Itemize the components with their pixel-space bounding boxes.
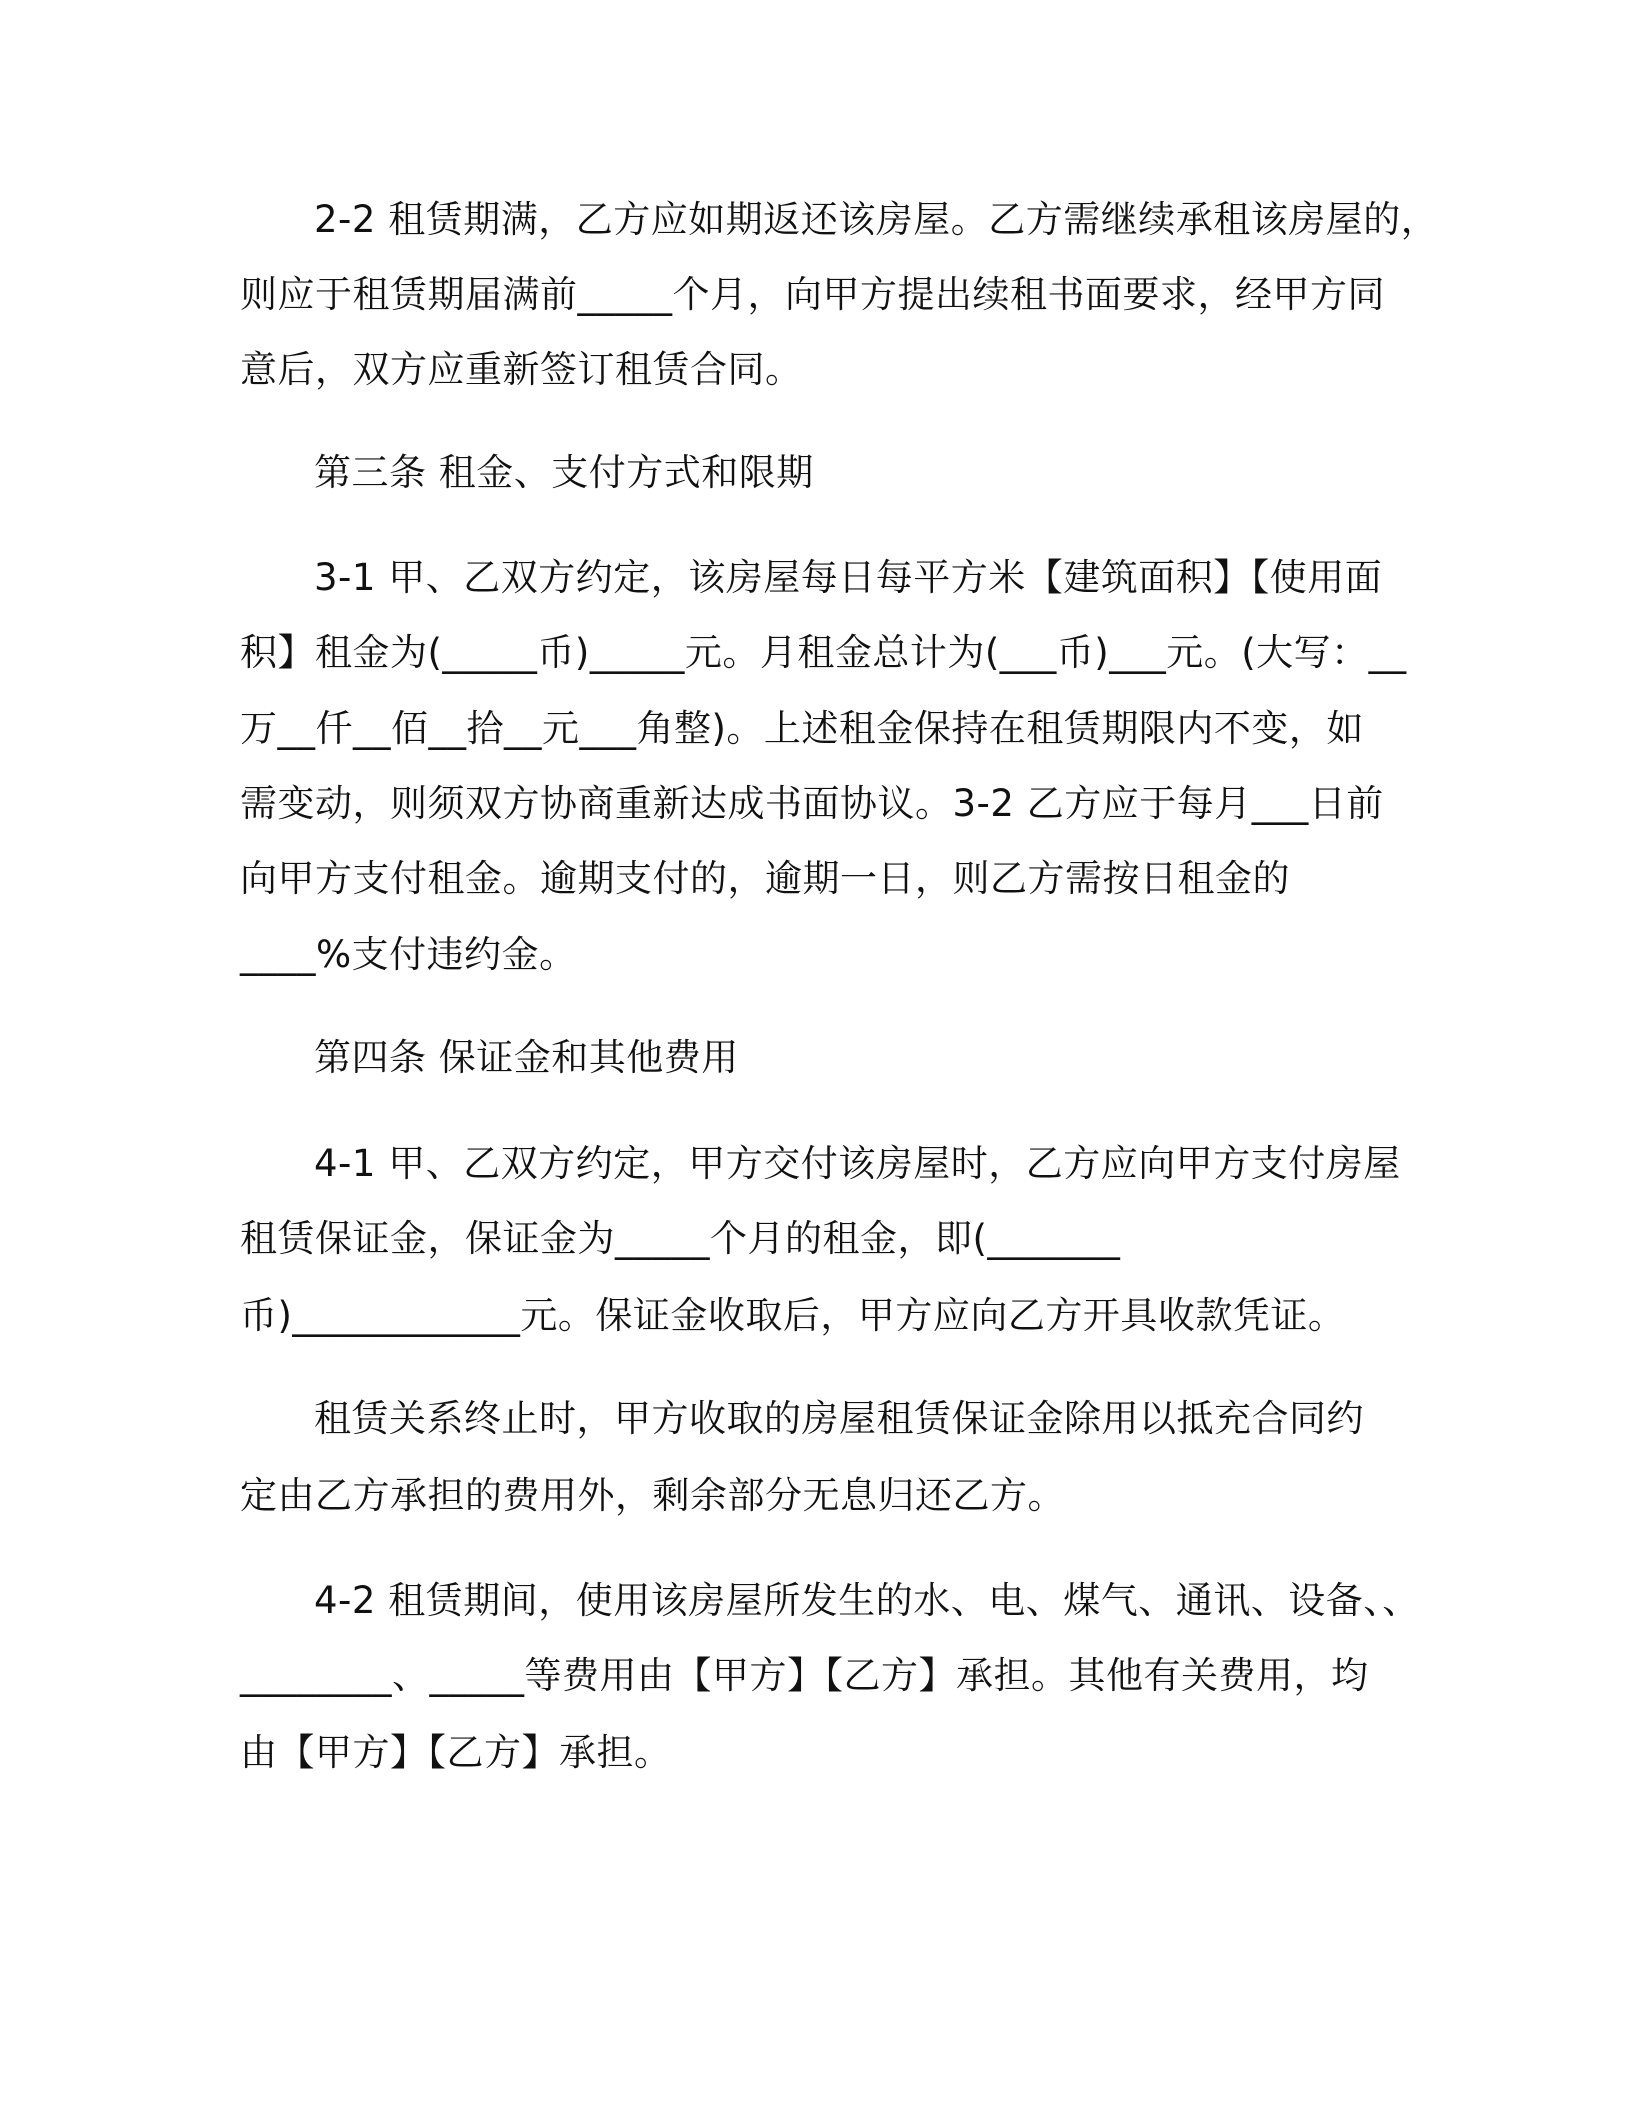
paragraph-3-1-line-2: 积】租金为(_____币)_____元。月租金总计为(___币)___元。(大写：__ — [240, 631, 1407, 674]
paragraph-4-1-line-3: 币)____________元。保证金收取后，甲方应向乙方开具收款凭证。 — [240, 1294, 1346, 1337]
paragraph-3-1-line-6: ____%支付违约金。 — [240, 933, 577, 976]
paragraph-3-1-line-1: 3-1 甲、乙双方约定，该房屋每日每平方米【建筑面积】【使用面 — [314, 556, 1383, 599]
article-4-heading: 第四条 保证金和其他费用 — [314, 1036, 739, 1079]
paragraph-4-1-b-line-2: 定由乙方承担的费用外，剩余部分无息归还乙方。 — [240, 1474, 1065, 1517]
paragraph-4-2-line-1: 4-2 租赁期间，使用该房屋所发生的水、电、煤气、通讯、设备、、 — [314, 1579, 1420, 1622]
paragraph-3-1-line-5: 向甲方支付租金。逾期支付的，逾期一日，则乙方需按日租金的 — [240, 857, 1290, 900]
paragraph-2-2-line-1: 2-2 租赁期满，乙方应如期返还该房屋。乙方需继续承租该房屋的， — [314, 198, 1439, 241]
paragraph-4-1-b-line-1: 租赁关系终止时，甲方收取的房屋租赁保证金除用以抵充合同约 — [314, 1397, 1364, 1440]
paragraph-4-2-line-2: ________、_____等费用由【甲方】【乙方】承担。其他有关费用，均 — [240, 1654, 1369, 1697]
paragraph-2-2-line-3: 意后，双方应重新签订租赁合同。 — [240, 348, 803, 391]
paragraph-4-1-line-2: 租赁保证金，保证金为_____个月的租金，即(_______ — [240, 1217, 1121, 1260]
article-3-heading: 第三条 租金、支付方式和限期 — [314, 451, 814, 494]
paragraph-3-1-line-4: 需变动，则须双方协商重新达成书面协议。3-2 乙方应于每月___日前 — [240, 782, 1384, 825]
paragraph-4-1-line-1: 4-1 甲、乙双方约定，甲方交付该房屋时，乙方应向甲方支付房屋 — [314, 1142, 1401, 1185]
paragraph-4-2-line-3: 由【甲方】【乙方】承担。 — [240, 1731, 672, 1774]
paragraph-3-1-line-3: 万__仟__佰__拾__元___角整)。上述租金保持在租赁期限内不变，如 — [240, 707, 1364, 750]
paragraph-2-2-line-2: 则应于租赁期届满前_____个月，向甲方提出续租书面要求，经甲方同 — [240, 273, 1385, 316]
